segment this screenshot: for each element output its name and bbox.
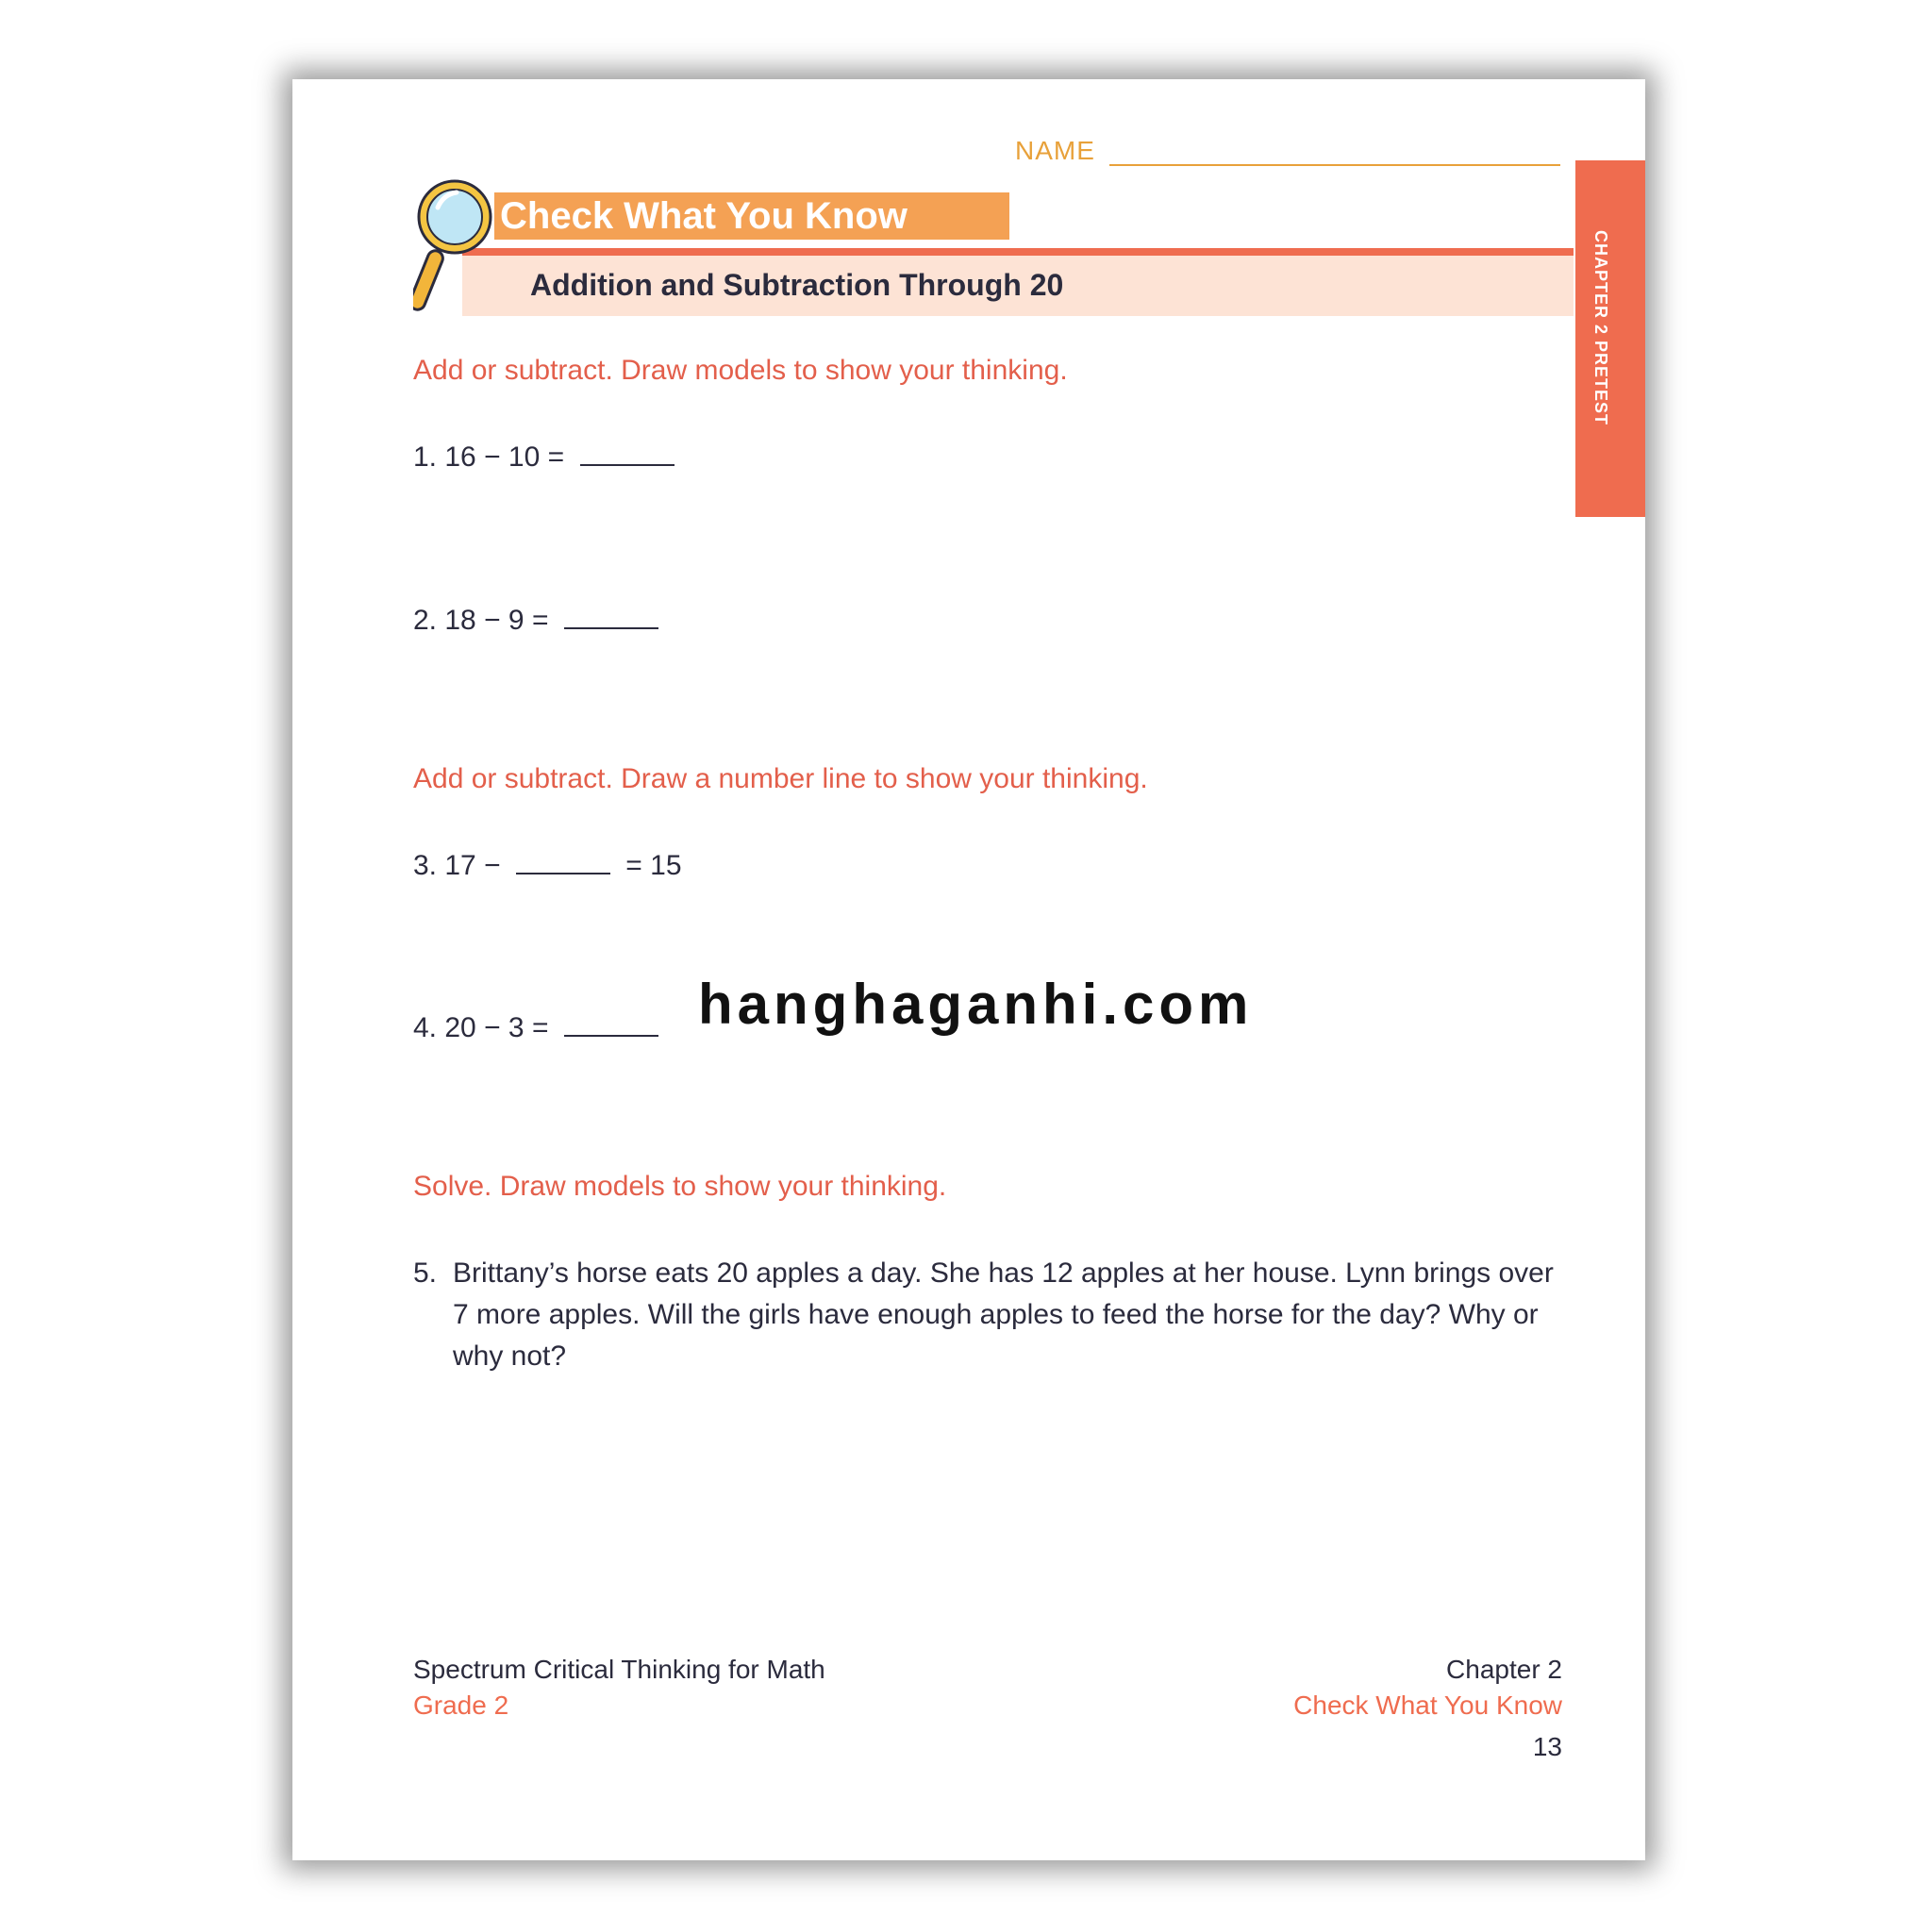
page-header bbox=[413, 174, 1574, 334]
answer-blank[interactable] bbox=[564, 1008, 658, 1037]
footer-grade: Grade 2 bbox=[413, 1690, 509, 1720]
chapter-side-tab-label: CHAPTER 2 PRETEST bbox=[1591, 230, 1610, 426]
title-bar bbox=[494, 192, 1009, 240]
page-subtitle: Addition and Subtraction Through 20 bbox=[530, 268, 1064, 302]
problem-expression: 16 − 10 = bbox=[444, 441, 565, 473]
page-number: 13 bbox=[1532, 1732, 1562, 1761]
answer-blank[interactable] bbox=[580, 438, 675, 466]
answer-blank[interactable] bbox=[516, 846, 610, 874]
instruction-3: Solve. Draw models to show your thinking. bbox=[413, 1171, 947, 1202]
name-label: NAME bbox=[1015, 136, 1095, 165]
problem-expression: 18 − 9 = bbox=[444, 605, 549, 636]
problem-number: 5. bbox=[413, 1257, 438, 1289]
problem-expression: 17 − bbox=[444, 850, 501, 881]
problem-expression: 20 − 3 = bbox=[444, 1012, 549, 1043]
problem-result: = 15 bbox=[625, 850, 682, 881]
instruction-1: Add or subtract. Draw models to show your thinking. bbox=[413, 355, 1068, 386]
problem-number: 2. bbox=[413, 605, 438, 636]
problem-4 bbox=[413, 1008, 666, 1044]
problem-2 bbox=[413, 601, 666, 637]
name-field-line[interactable] bbox=[1109, 164, 1560, 166]
word-problem-text: Brittany’s horse eats 20 apples a day. She has 12 apples at her house. Lynn brings over 7 more apples. Will the girls have enough apples to feed the horse for the day? Why or why not? bbox=[453, 1257, 1554, 1372]
answer-blank[interactable] bbox=[564, 601, 658, 629]
watermark-text: hanghaganhi.com bbox=[698, 973, 1254, 1036]
problem-number: 3. bbox=[413, 850, 438, 881]
page-title: Check What You Know bbox=[500, 195, 908, 237]
instruction-2: Add or subtract. Draw a number line to show your thinking. bbox=[413, 763, 1148, 794]
chapter-side-tab bbox=[1575, 160, 1645, 517]
problem-1 bbox=[413, 438, 682, 474]
problem-number: 1. bbox=[413, 441, 438, 473]
footer-book-title: Spectrum Critical Thinking for Math bbox=[413, 1655, 825, 1684]
footer-section: Check What You Know bbox=[1293, 1690, 1562, 1720]
worksheet-page bbox=[292, 79, 1645, 1860]
problem-3 bbox=[413, 846, 682, 882]
header-rule bbox=[462, 248, 1574, 256]
footer-chapter: Chapter 2 bbox=[1446, 1655, 1562, 1684]
subtitle-bar bbox=[462, 256, 1574, 316]
problem-number: 4. bbox=[413, 1012, 438, 1043]
magnifying-glass-icon bbox=[413, 174, 508, 334]
word-problem-5 bbox=[413, 1253, 1574, 1377]
